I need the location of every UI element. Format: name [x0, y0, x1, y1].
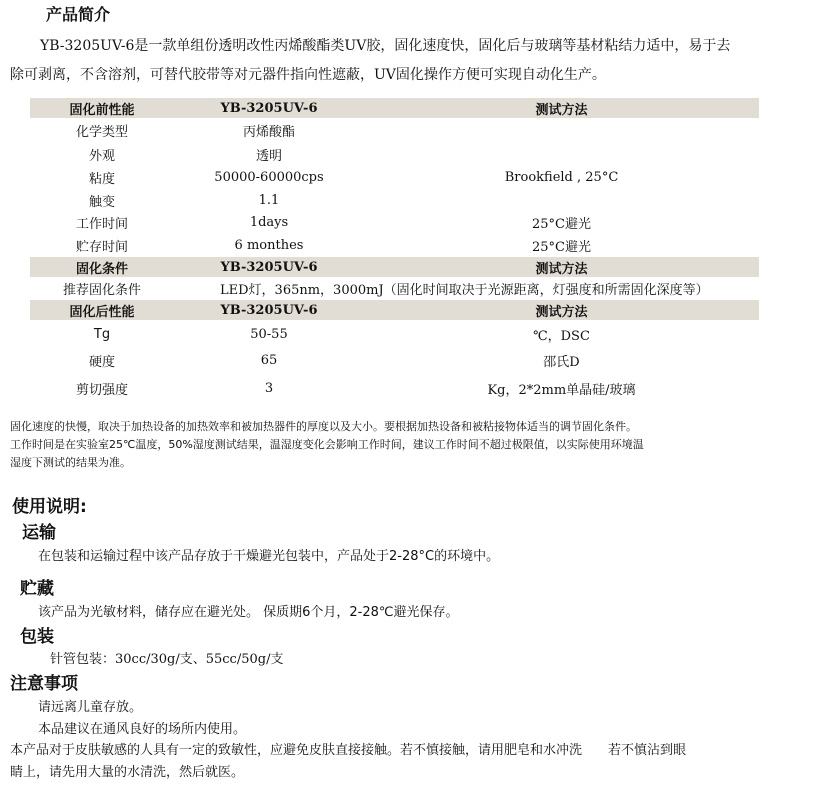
- test-method: 25°C避光: [532, 216, 591, 232]
- header-cell: 测试方法: [535, 102, 588, 118]
- table-header-uncured: [30, 98, 759, 118]
- note-line-3: 湿度下测试的结果为准。: [10, 456, 131, 469]
- table-row: [30, 212, 759, 232]
- caution-line-1: 请远离儿童存放。: [38, 700, 143, 715]
- table-row: [30, 378, 759, 398]
- table-row: [30, 190, 759, 210]
- header-cell: YB-3205UV-6: [220, 100, 318, 116]
- intro-title: 产品简介: [46, 5, 111, 24]
- property-name: 贮存时间: [75, 239, 128, 255]
- cautions-title: 注意事项: [10, 674, 78, 694]
- property-value: 6 monthes: [234, 237, 304, 253]
- test-method: Kg，2*2mm单晶硅/玻璃: [487, 382, 636, 398]
- table-row: [30, 278, 759, 298]
- note-line-1: 固化速度的快慢，取决于加热设备的加热效率和被加热器件的厚度以及大小。要根据加热设备和被粘接物体适当的调节固化条件。: [10, 420, 637, 433]
- table-row: [30, 235, 759, 255]
- test-method: 25°C避光: [532, 239, 591, 255]
- property-name: 推荐固化条件: [62, 282, 141, 298]
- property-value: 丙烯酸酯: [242, 124, 295, 140]
- note-line-2: 工作时间是在实验室25℃温度，50%湿度测试结果，温湿度变化会影响工作时间，建议工作时间不超过极限值，以实际使用环境温: [10, 438, 644, 451]
- table-row: [30, 350, 759, 370]
- header-cell: YB-3205UV-6: [220, 302, 318, 318]
- header-cell: YB-3205UV-6: [220, 259, 318, 275]
- table-row: [30, 167, 759, 187]
- test-method: ℃，DSC: [533, 328, 590, 344]
- property-name: 触变: [88, 194, 115, 210]
- property-value: 1days: [249, 214, 289, 230]
- header-cell: 测试方法: [535, 304, 588, 320]
- property-name: Tg: [93, 326, 111, 342]
- property-value: 3: [264, 380, 274, 396]
- table-header-cured: [30, 300, 759, 320]
- intro-text-line-1: YB-3205UV-6是一款单组份透明改性丙烯酸酯类UV胶，固化速度快，固化后与玻璃等基材粘结力适中，易于去: [40, 38, 731, 54]
- table-header-cure-conditions: [30, 257, 759, 277]
- property-value: 透明: [255, 148, 282, 164]
- caution-line-2: 本品建议在通风良好的场所内使用。: [38, 722, 247, 737]
- property-value: 1.1: [258, 192, 280, 208]
- property-name: 硬度: [88, 354, 115, 370]
- property-name: 粘度: [88, 171, 115, 187]
- test-method: 邵氏D: [543, 354, 580, 370]
- property-value: 65: [260, 352, 278, 368]
- transport-title: 运输: [22, 523, 56, 543]
- usage-title: 使用说明:: [12, 497, 87, 517]
- transport-text: 在包装和运输过程中该产品存放于干燥避光包装中，产品处于2-28°C的环境中。: [38, 549, 500, 564]
- package-text: 针管包装：30cc/30g/支、55cc/50g/支: [50, 652, 284, 667]
- property-name: 工作时间: [75, 216, 128, 232]
- header-cell: 固化前性能: [69, 102, 135, 118]
- storage-title: 贮藏: [20, 579, 54, 599]
- header-cell: 固化后性能: [69, 304, 135, 320]
- package-title: 包装: [20, 627, 54, 647]
- intro-text-line-2: 除可剥离，不含溶剂，可替代胶带等对元器件指向性遮蔽，UV固化操作方便可实现自动化生产。: [10, 67, 606, 83]
- test-method: [364, 190, 759, 210]
- property-name: 剪切强度: [75, 382, 128, 398]
- header-cell: 固化条件: [75, 261, 128, 277]
- test-method: [364, 120, 759, 140]
- table-row: [30, 324, 759, 344]
- property-name: 外观: [88, 148, 115, 164]
- property-value: 50-55: [250, 326, 288, 342]
- table-row: [30, 120, 759, 140]
- header-cell: 测试方法: [535, 261, 588, 277]
- caution-line-3: 本产品对于皮肤敏感的人具有一定的致敏性，应避免皮肤直接接触。若不慎接触，请用肥皂和水冲洗 若不慎沾到眼: [10, 743, 687, 758]
- test-method: Brookfield , 25°C: [504, 169, 619, 185]
- property-value: 50000-60000cps: [214, 169, 324, 185]
- storage-text: 该产品为光敏材料，储存应在避光处。 保质期6个月，2-28℃避光保存。: [38, 605, 459, 620]
- property-name: 化学类型: [75, 124, 128, 140]
- cure-condition-value: LED灯，365nm，3000mJ（固化时间取决于光源距离，灯强度和所需固化深度等）: [220, 282, 709, 298]
- caution-line-4: 睛上，请先用大量的水清洗，然后就医。: [10, 765, 245, 780]
- test-method: [364, 144, 759, 164]
- table-row: [30, 144, 759, 164]
